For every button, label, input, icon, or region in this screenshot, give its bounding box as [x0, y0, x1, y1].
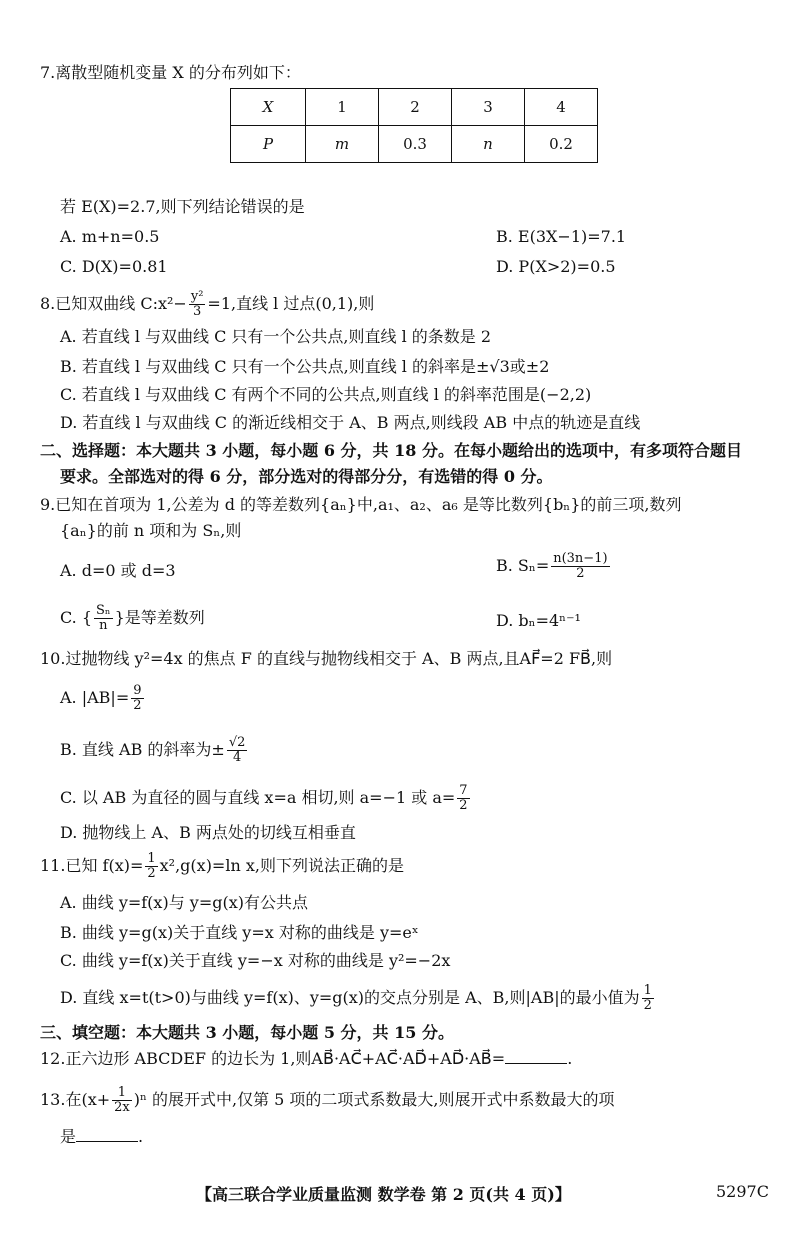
table-cell: 0.2: [525, 126, 598, 163]
q10-b-pre: B. 直线 AB 的斜率为±: [60, 740, 225, 759]
q10-c-fraction: [457, 784, 469, 813]
q9-c-post: }是等差数列: [114, 608, 205, 627]
q13-line2: 是: [60, 1127, 77, 1146]
page-footer: 【高三联合学业质量监测 数学卷 第 2 页(共 4 页)】: [196, 1185, 571, 1204]
q7-option-c: C. D(X)=0.81: [60, 257, 168, 276]
table-cell: m: [306, 126, 379, 163]
table-cell: 0.3: [379, 126, 452, 163]
q13-pre: 13.在(x+: [40, 1090, 111, 1109]
q13-fraction: [112, 1086, 132, 1115]
q10-option-c: [60, 784, 772, 813]
q9-option-d: D. bₙ=4ⁿ⁻¹: [496, 611, 581, 630]
fraction-denominator: 2x: [114, 1100, 130, 1115]
q9-stem: 9.已知在首项为 1,公差为 d 的等差数列{aₙ}中,a₁、a₂、a₆ 是等比数列{bₙ}的前三项,数列: [40, 495, 682, 514]
fraction-denominator: 3: [192, 304, 202, 319]
section-2-header-cont: 要求。全部选对的得 6 分，部分选对的得部分分，有选错的得 0 分。: [60, 467, 553, 486]
fraction-denominator: 2: [643, 998, 652, 1013]
q8-fraction: [189, 290, 206, 319]
fraction-denominator: 4: [232, 750, 242, 765]
q9-option-row-2: [60, 604, 772, 633]
q9-b-pre: B. Sₙ=: [496, 556, 550, 575]
section-3-header: 三、填空题：本大题共 3 小题，每小题 5 分，共 15 分。: [40, 1023, 454, 1042]
fraction-numerator: n(3n−1): [553, 551, 608, 566]
q10-option-a: [60, 684, 772, 713]
fraction-numerator: 1: [643, 983, 652, 998]
table-cell: 1: [306, 89, 379, 126]
q8-option-d: D. 若直线 l 与双曲线 C 的渐近线相交于 A、B 两点,则线段 AB 中点的轨迹是直线: [60, 413, 641, 432]
q7-stem: 7.离散型随机变量 X 的分布列如下：: [40, 63, 301, 82]
q13-stem-cont: [60, 1126, 772, 1148]
q11-stem: [40, 852, 772, 881]
q12-stem: [40, 1048, 772, 1070]
q8-stem-pre: 8.已知双曲线 C:x²−: [40, 294, 187, 313]
table-cell: X: [231, 89, 306, 126]
q10-c-pre: C. 以 AB 为直径的圆与直线 x=a 相切,则 a=−1 或 a=: [60, 788, 456, 807]
q11-stem-pre: 11.已知 f(x)=: [40, 856, 144, 875]
section-2-header: 二、选择题：本大题共 3 小题，每小题 6 分，共 18 分。在每小题给出的选项中，有多项符合题目: [40, 441, 742, 460]
q10-a-fraction: [131, 684, 143, 713]
exam-code: 5297C: [716, 1182, 769, 1201]
q13-end: .: [138, 1127, 144, 1146]
q11-fraction: [145, 852, 157, 881]
fraction-numerator: 7: [459, 783, 468, 798]
q8-stem: [40, 290, 772, 319]
q13-stem: [40, 1086, 772, 1115]
q9-stem-cont: {aₙ}的前 n 项和为 Sₙ,则: [60, 521, 242, 540]
q11-d-fraction: [642, 984, 654, 1013]
q7-option-a: A. m+n=0.5: [60, 227, 160, 246]
q11-stem-post: x²,g(x)=ln x,则下列说法正确的是: [159, 856, 404, 875]
q9-option-row-1: [60, 551, 772, 582]
fraction-numerator: √2: [228, 735, 246, 750]
q7-option-row-1: [60, 226, 772, 248]
table-row: [231, 126, 598, 163]
fraction-denominator: 2: [576, 566, 585, 581]
fraction-denominator: 2: [459, 798, 468, 813]
q8-option-a: A. 若直线 l 与双曲线 C 只有一个公共点,则直线 l 的条数是 2: [60, 327, 492, 346]
q11-option-a: A. 曲线 y=f(x)与 y=g(x)有公共点: [60, 893, 308, 912]
q12-text: 12.正六边形 ABCDEF 的边长为 1,则AB⃗·AC⃗+AC⃗·AD⃗+AD⃗·AB⃗=: [40, 1049, 506, 1068]
distribution-table: [230, 88, 598, 163]
table-row: [231, 89, 598, 126]
q9-b-fraction: [551, 552, 609, 581]
table-cell: n: [452, 126, 525, 163]
q7-option-d: D. P(X>2)=0.5: [496, 257, 616, 276]
q11-option-b: B. 曲线 y=g(x)关于直线 y=x 对称的曲线是 y=eˣ: [60, 923, 419, 942]
answer-blank: [505, 1049, 567, 1064]
q7-option-b: B. E(3X−1)=7.1: [496, 227, 627, 246]
fraction-numerator: y²: [190, 289, 204, 304]
q9-c-fraction: [94, 604, 113, 633]
q7-option-row-2: [60, 256, 772, 278]
q10-b-fraction: [227, 736, 248, 765]
table-cell: 3: [452, 89, 525, 126]
fraction-numerator: 1: [147, 851, 156, 866]
q9-option-a: A. d=0 或 d=3: [60, 561, 176, 580]
table-cell: P: [231, 126, 306, 163]
fraction-numerator: 1: [112, 1086, 132, 1101]
q10-a-pre: A. |AB|=: [60, 688, 130, 707]
q9-c-pre: C. {: [60, 608, 93, 627]
table-cell: 4: [525, 89, 598, 126]
table-cell: 2: [379, 89, 452, 126]
q9-option-b: [496, 552, 612, 581]
fraction-numerator: Sₙ: [96, 603, 111, 618]
answer-blank: [76, 1127, 138, 1142]
q10-option-b: [60, 736, 772, 765]
q7-condition: 若 E(X)=2.7,则下列结论错误的是: [60, 197, 305, 216]
q8-stem-post: =1,直线 l 过点(0,1),则: [207, 294, 375, 313]
q8-option-c: C. 若直线 l 与双曲线 C 有两个不同的公共点,则直线 l 的斜率范围是(−2,2): [60, 385, 592, 404]
q13-post: )ⁿ 的展开式中,仅第 5 项的二项式系数最大,则展开式中系数最大的项: [133, 1090, 615, 1109]
q11-option-d: [60, 984, 772, 1013]
fraction-denominator: n: [99, 618, 108, 633]
q10-option-d: D. 抛物线上 A、B 两点处的切线互相垂直: [60, 823, 356, 842]
q12-end: .: [567, 1049, 573, 1068]
q11-d-pre: D. 直线 x=t(t>0)与曲线 y=f(x)、y=g(x)的交点分别是 A、B,则|AB|的最小值为: [60, 988, 640, 1007]
fraction-denominator: 2: [147, 866, 156, 881]
q10-stem: 10.过抛物线 y²=4x 的焦点 F 的直线与抛物线相交于 A、B 两点,且AF⃗=2 FB⃗,则: [40, 649, 613, 668]
q9-option-c: [60, 603, 205, 633]
q11-option-c: C. 曲线 y=f(x)关于直线 y=−x 对称的曲线是 y²=−2x: [60, 951, 451, 970]
fraction-denominator: 2: [133, 698, 142, 713]
fraction-numerator: 9: [133, 683, 142, 698]
q8-option-b: B. 若直线 l 与双曲线 C 只有一个公共点,则直线 l 的斜率是±√3或±2: [60, 357, 550, 376]
